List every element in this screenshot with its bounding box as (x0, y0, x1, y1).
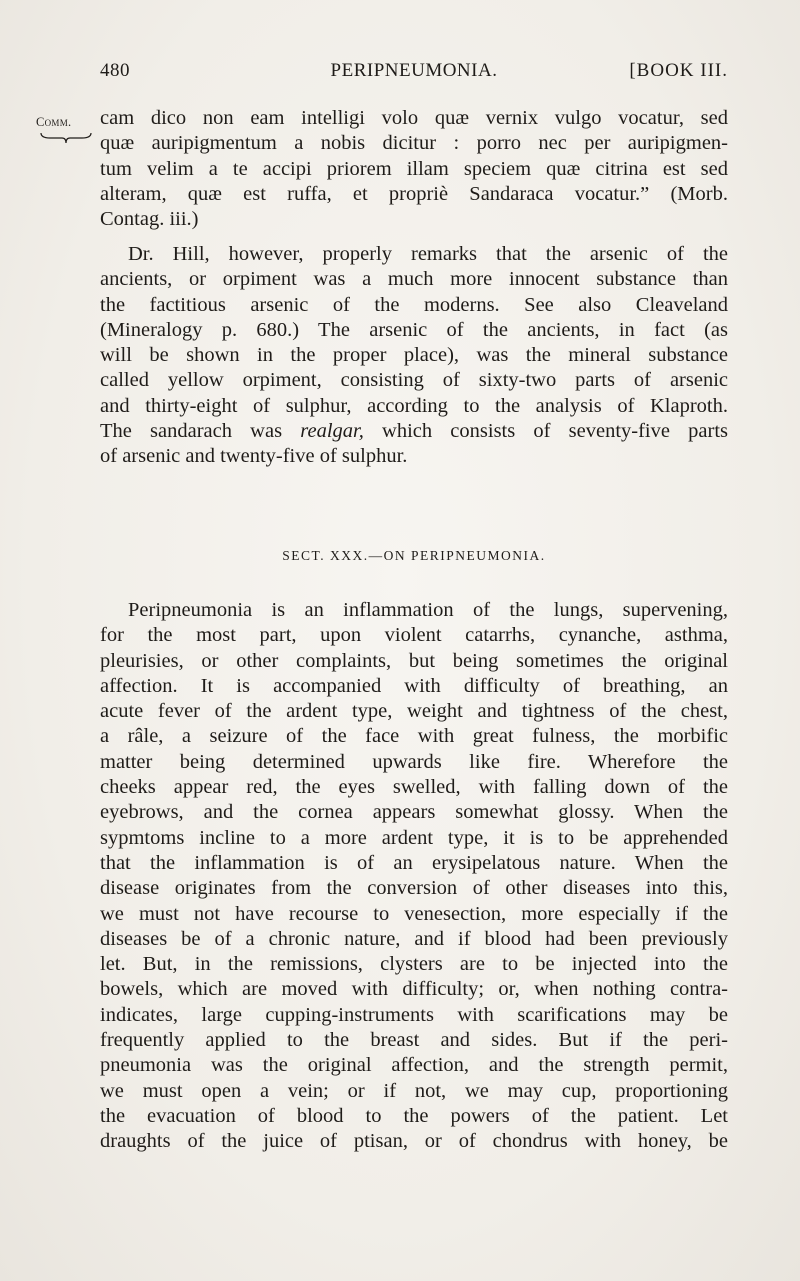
brace-icon (40, 132, 92, 144)
paragraph-line: pleurisies, or other complaints, but being sometimes the original (100, 649, 728, 672)
paragraph-line: a râle, a seizure of the face with great fulness, the morbific (100, 725, 728, 748)
paragraph-line: acute fever of the ardent type, weight and tightness of the chest, (100, 700, 728, 723)
italic-term: realgar, (300, 420, 364, 443)
paragraph-line: draughts of the juice of ptisan, or of chondrus with honey, be (100, 1130, 728, 1153)
paragraph-line: pneumonia was the original affection, and the strength permit, (100, 1054, 728, 1077)
paragraph-line: affection. It is accompanied with difficulty of breathing, an (100, 674, 728, 697)
page-header (100, 60, 728, 88)
paragraph-line: we must not have recourse to venesection, more especially if the (100, 902, 728, 925)
paragraph-line: the evacuation of blood to the powers of the patient. Let (100, 1104, 728, 1127)
text-run: The sandarach was (100, 420, 301, 443)
paragraph-line: cheeks appear red, the eyes swelled, with falling down of the (100, 776, 728, 799)
paragraph-line: disease originates from the conversion of other diseases into this, (100, 877, 728, 900)
paragraph-line: ancients, or orpiment was a much more innocent substance than (100, 268, 728, 291)
paragraph-line: (Mineralogy p. 680.) The arsenic of the ancients, in fact (as (100, 318, 728, 341)
paragraph-line: Peripneumonia is an inflammation of the lungs, supervening, (128, 599, 728, 621)
paragraph-line: of arsenic and twenty-five of sulphur. (100, 445, 408, 468)
commentary-block (100, 106, 728, 232)
paragraph-line: for the most part, upon violent catarrhs, cynanche, asthma, (100, 624, 728, 647)
paragraph-line: will be shown in the proper place), was the mineral substance (100, 344, 728, 367)
commentary-line: Contag. iii.) (100, 208, 199, 231)
paragraph-line: sypmtoms incline to a more ardent type, it is to be apprehended (100, 826, 728, 849)
commentary-line: tum velim a te accipi priorem illam speciem quæ citrina est sed (100, 157, 728, 180)
paragraph-line: matter being determined upwards like fire. Wherefore the (100, 750, 728, 773)
main-paragraph (100, 598, 728, 1155)
paragraph-line: that the inflammation is of an erysipelatous nature. When the (100, 851, 728, 874)
margin-note (36, 115, 98, 144)
book-reference: [BOOK III. (629, 60, 728, 81)
paragraph-line: frequently applied to the breast and sides. But if the peri- (100, 1029, 728, 1052)
paragraph-line: and thirty-eight of sulphur, according to the analysis of Klaproth. (100, 394, 728, 417)
text-run: which consists of seventy-five parts (363, 420, 728, 443)
running-title: PERIPNEUMONIA. (330, 60, 498, 81)
commentary-line: cam dico non eam intelligi volo quæ vernix vulgo vocatur, sed (100, 107, 728, 129)
paragraph-line (100, 419, 728, 444)
paragraph-line: we must open a vein; or if not, we may cup, proportioning (100, 1079, 728, 1102)
commentary-line: quæ auripigmentum a nobis dicitur : porro nec per auripigmen- (100, 132, 728, 155)
margin-note-label: Comm. (36, 115, 72, 129)
paragraph-line: called yellow orpiment, consisting of sixty-two parts of arsenic (100, 369, 728, 392)
page-number: 480 (100, 60, 130, 81)
paragraph-line: the factitious arsenic of the moderns. See also Cleaveland (100, 293, 728, 316)
paragraph-line: Dr. Hill, however, properly remarks that the arsenic of the (128, 243, 728, 265)
paragraph-line: eyebrows, and the cornea appears somewhat glossy. When the (100, 801, 728, 824)
hill-paragraph (100, 242, 728, 470)
paragraph-line: bowels, which are moved with difficulty; or, when nothing contra- (100, 978, 728, 1001)
paragraph-line: diseases be of a chronic nature, and if blood had been previously (100, 927, 728, 950)
paragraph-line: indicates, large cupping-instruments with scarifications may be (100, 1003, 728, 1026)
paragraph-line: let. But, in the remissions, clysters are to be injected into the (100, 953, 728, 976)
commentary-line: alteram, quæ est ruffa, et propriè Sandaraca vocatur.” (Morb. (100, 182, 728, 205)
section-heading: SECT. XXX.—ON PERIPNEUMONIA. (282, 548, 546, 563)
